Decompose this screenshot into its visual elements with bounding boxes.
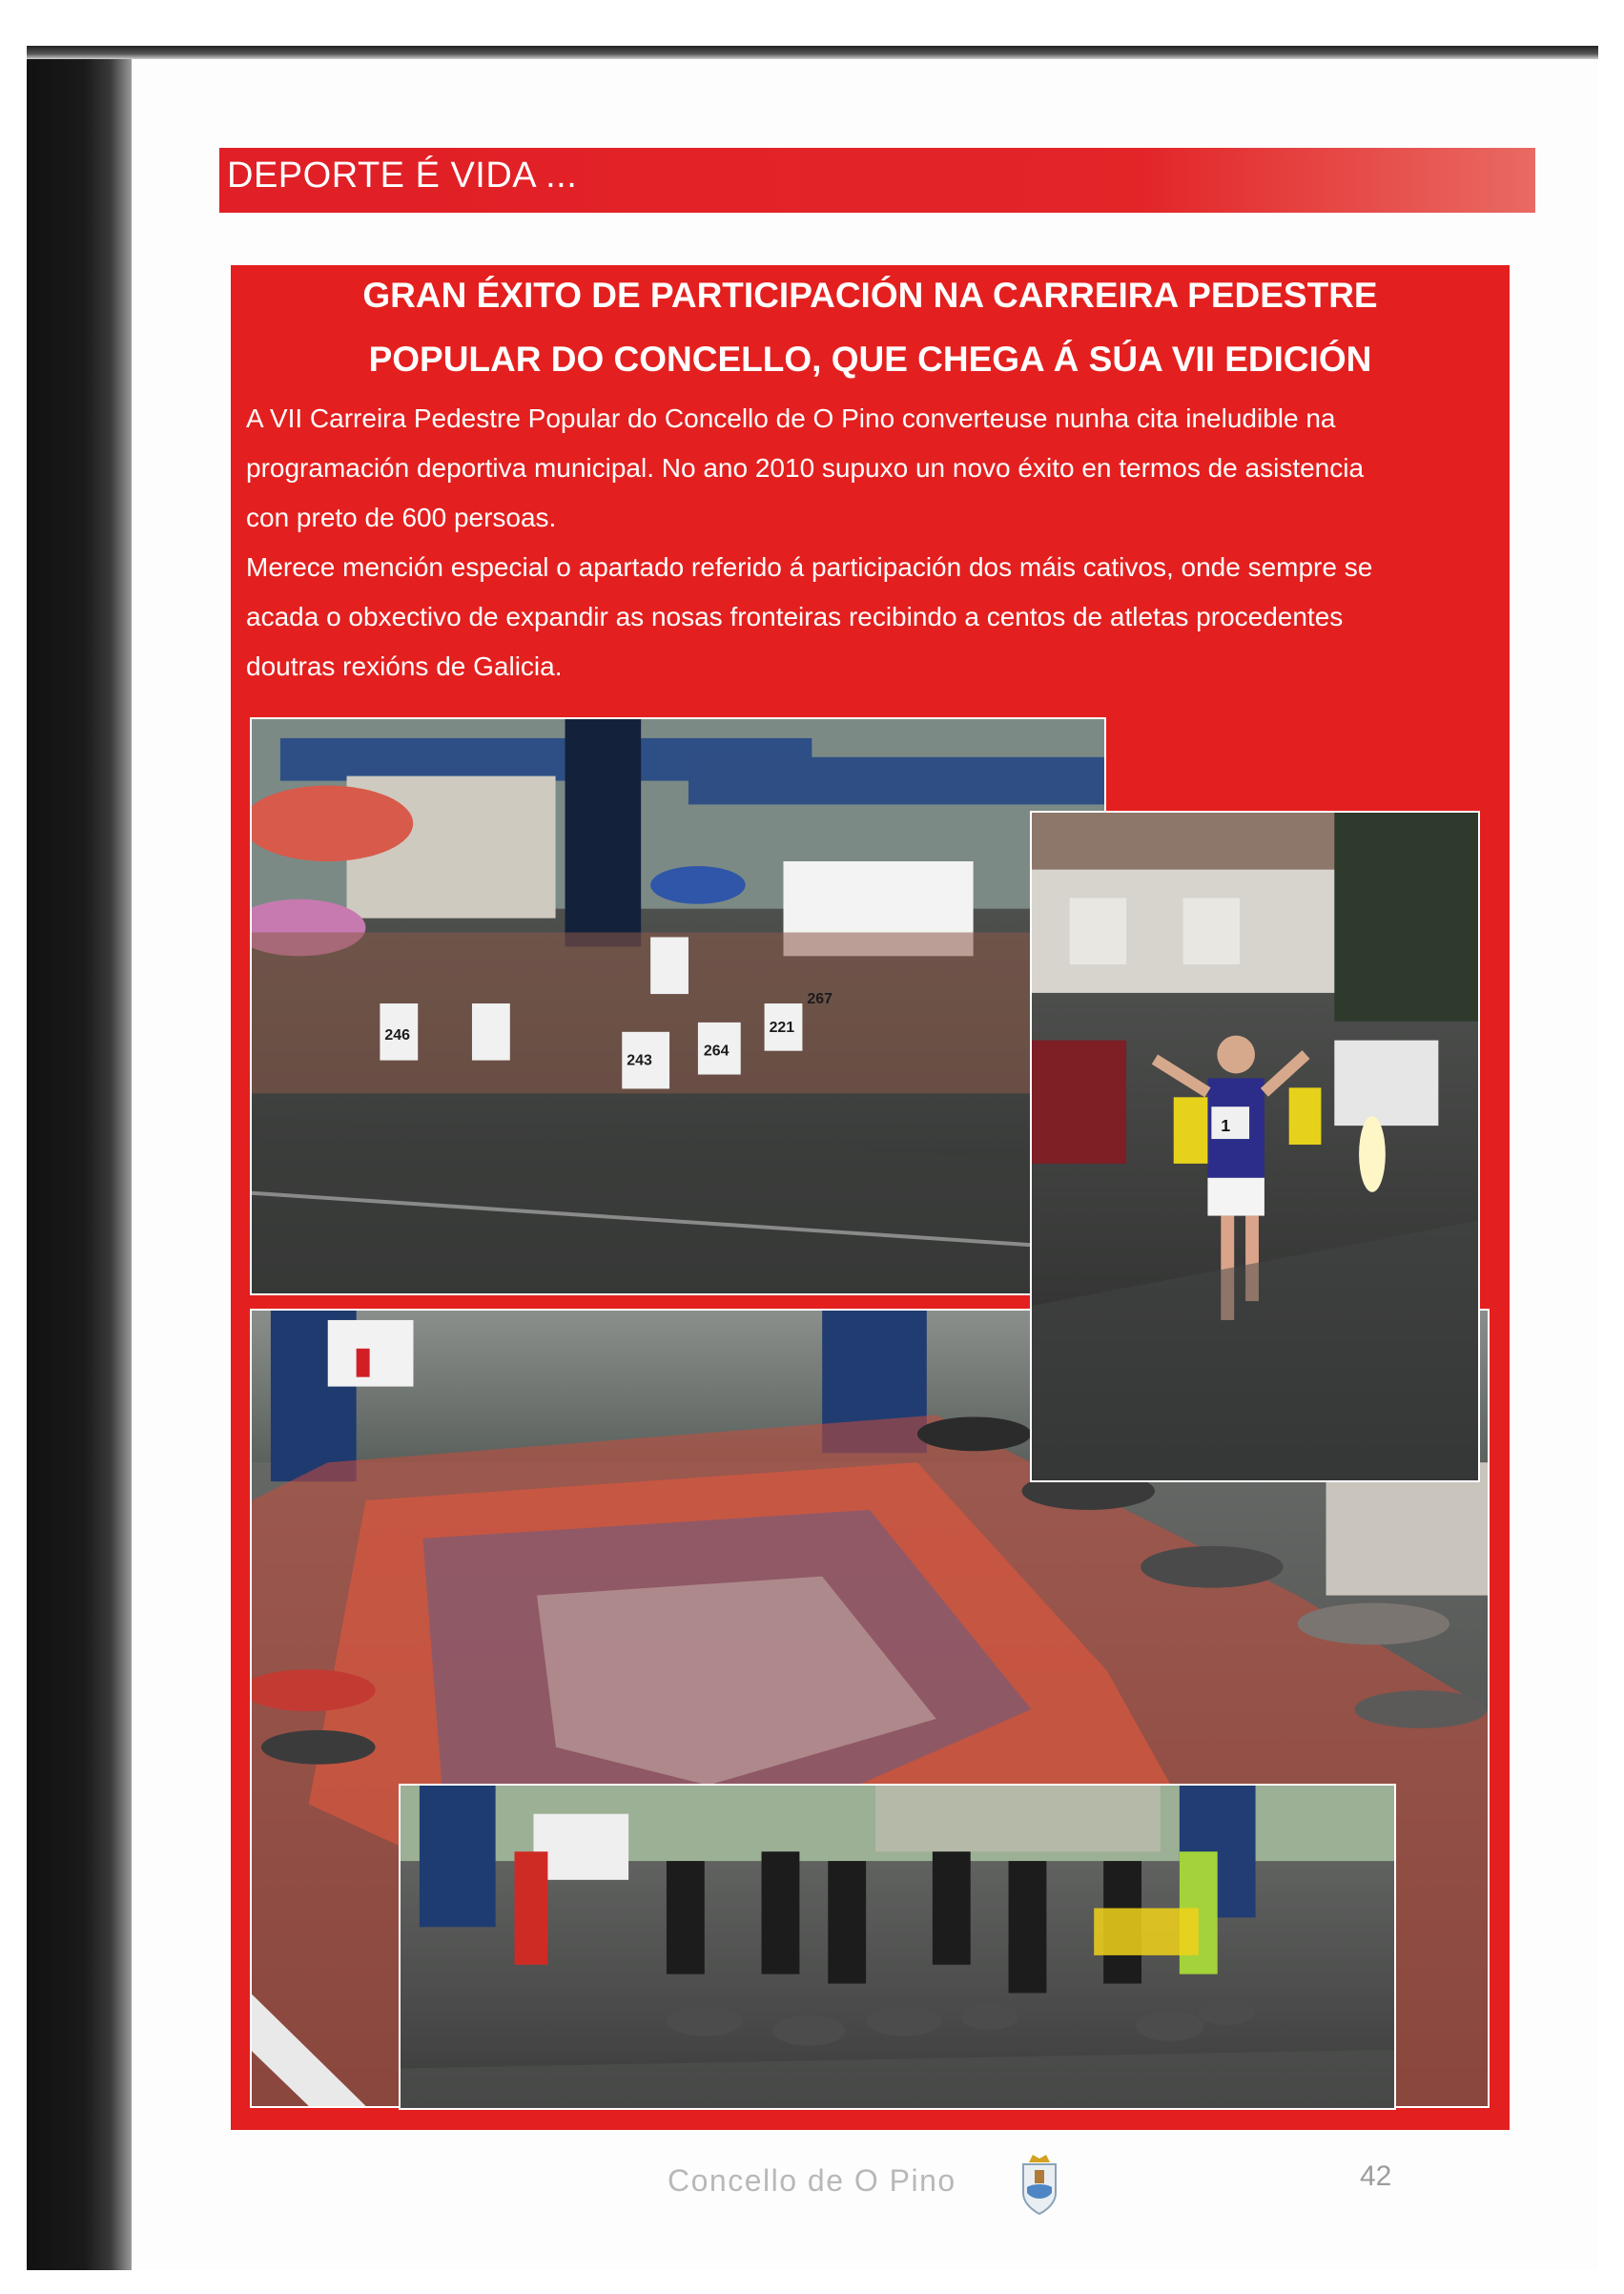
bib-number: 221 — [769, 1019, 795, 1036]
page-number: 42 — [1360, 2160, 1392, 2192]
article-body-line: doutras rexións de Galicia. — [246, 651, 563, 681]
section-banner — [219, 148, 1535, 213]
footer-publisher: Concello de O Pino — [668, 2163, 956, 2198]
runner-finish-photo — [1030, 811, 1480, 1482]
binding-shadow — [27, 46, 132, 2270]
article-body-line: con preto de 600 persoas. — [246, 503, 557, 532]
bib-number: 264 — [703, 1043, 730, 1060]
bib-number: 267 — [807, 991, 833, 1008]
bib-number: 1 — [1221, 1116, 1231, 1136]
article-body-line: Merece mención especial o apartado referido á participación dos máis cativos, onde sempre se — [246, 552, 1373, 582]
bib-number: 243 — [627, 1052, 652, 1069]
article-body-line: programación deportiva municipal. No ano 2010 supuxo un novo éxito en termos de asistencia — [246, 453, 1365, 483]
article-headline-line-2: POPULAR DO CONCELLO, QUE CHEGA Á SÚA VII EDICIÓN — [368, 340, 1372, 379]
scan-margin-left — [0, 0, 27, 2294]
bib-number: 246 — [384, 1026, 410, 1044]
section-title: DEPORTE É VIDA ... — [227, 155, 578, 196]
article-body-line: A VII Carreira Pedestre Popular do Concello de O Pino converteuse nunha cita ineludible na — [246, 403, 1336, 433]
article-body-line: acada o obxectivo de expandir as nosas fronteiras recibindo a centos de atletas procedentes — [246, 602, 1344, 631]
scan-edge-top — [27, 46, 1598, 59]
scan-margin-bottom — [27, 2270, 1598, 2294]
children-race-start-photo — [250, 717, 1106, 1295]
municipal-crest-icon — [1016, 2149, 1063, 2216]
article-headline-line-1: GRAN ÉXITO DE PARTICIPACIÓN NA CARREIRA PEDESTRE — [362, 276, 1378, 315]
canicross-runners-photo — [399, 1784, 1396, 2110]
